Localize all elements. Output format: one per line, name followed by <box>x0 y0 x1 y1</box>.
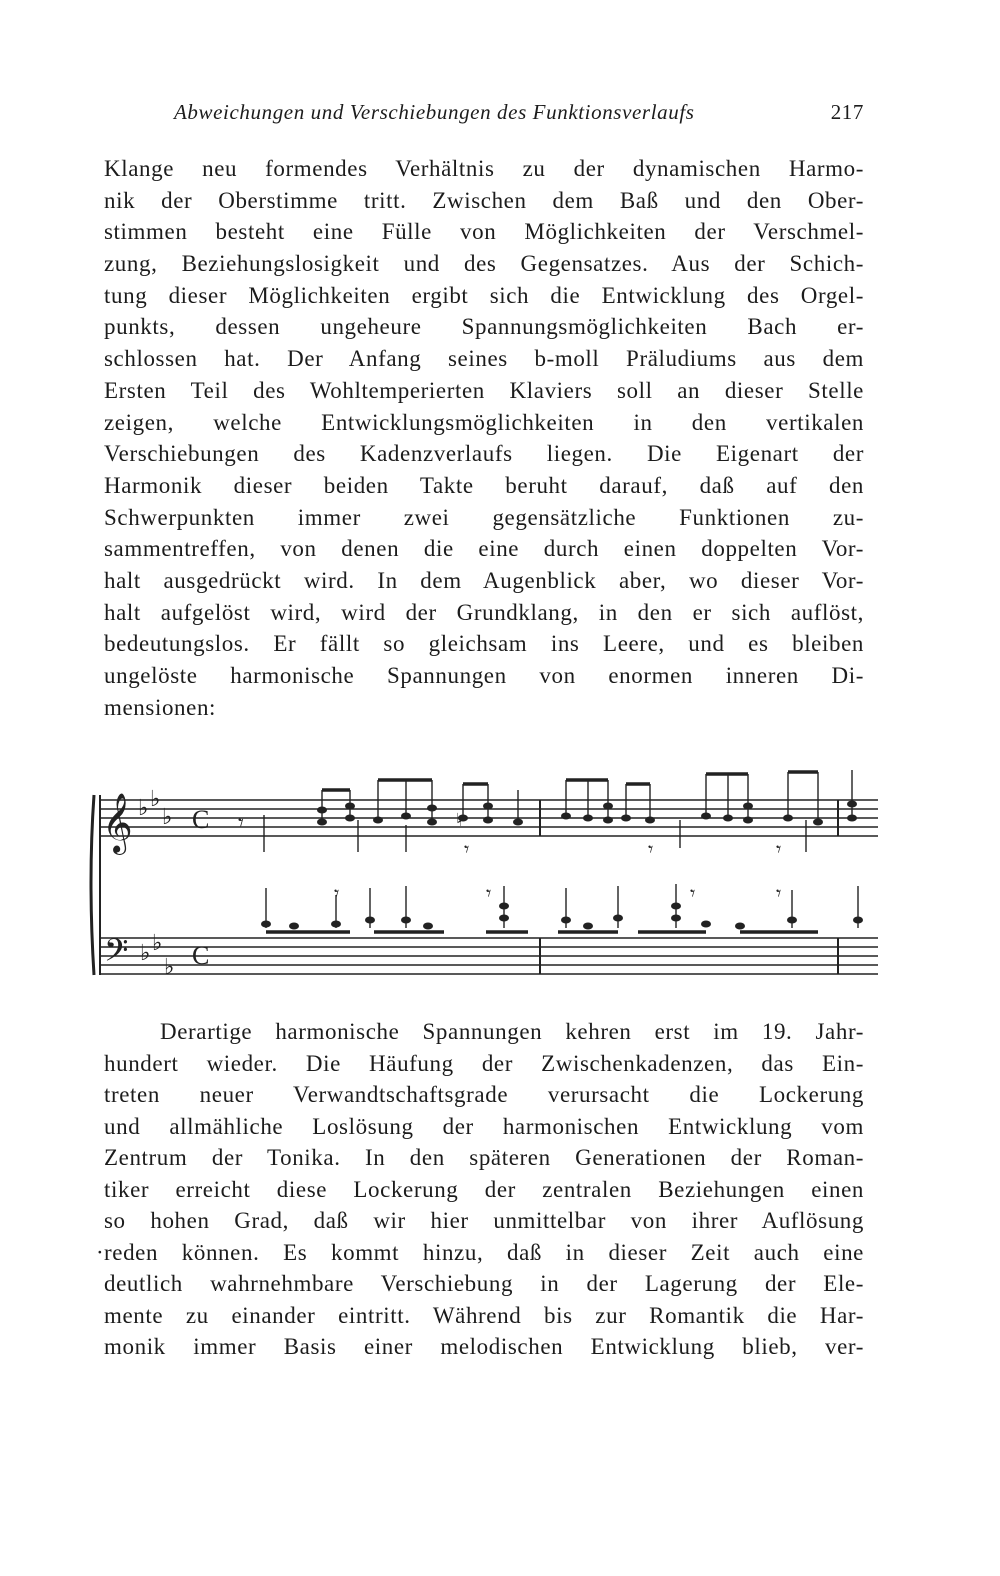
text-line: halt ausgedrückt wird. In dem Augenblick aber, wo dieser Vor- <box>104 567 864 593</box>
key-flat: ♭ <box>152 931 163 956</box>
text-line: und allmähliche Loslösung der harmonischen Entwicklung vom <box>104 1113 864 1139</box>
music-example <box>88 760 888 1000</box>
text-line: schlossen hat. Der Anfang seines b-moll Präludiums aus dem <box>104 346 864 372</box>
bass-staff <box>100 938 878 974</box>
text-line: Harmonik dieser beiden Takte beruht darauf, daß auf den <box>104 472 864 498</box>
page-number: 217 <box>830 100 864 124</box>
treble-clef: 𝄞 <box>102 793 133 853</box>
text-line: so hohen Grad, daß wir hier unmittelbar von ihrer Auflösung <box>104 1208 864 1233</box>
text-line <box>96 1237 864 1269</box>
stray-mark: · <box>96 1239 105 1265</box>
paragraph-1 <box>104 153 864 723</box>
paragraph-2 <box>96 1016 864 1363</box>
text-line: Ersten Teil des Wohltemperierten Klaviers soll an dieser Stelle <box>104 377 864 403</box>
running-title: Abweichungen und Verschiebungen des Funktionsverlaufs <box>174 100 695 124</box>
text-line: deutlich wahrnehmbare Verschiebung in der Lagerung der Ele- <box>104 1271 864 1296</box>
treble-beams <box>322 772 818 790</box>
rest: 𝄾 <box>776 837 782 861</box>
text-line: sammentreffen, von denen die eine durch einen doppelten Vor- <box>104 536 864 562</box>
key-flat: ♭ <box>162 805 173 830</box>
text-line: treten neuer Verwandtschaftsgrade verursacht die Lockerung <box>104 1082 864 1107</box>
text-line: tiker erreicht diese Lockerung der zentralen Beziehungen einen <box>104 1176 864 1202</box>
brace <box>91 795 94 975</box>
natural-sign: ♮ <box>456 810 463 831</box>
text-line: ungelöste harmonische Spannungen von enormen inneren Di- <box>104 663 864 688</box>
bass-clef: 𝄢 <box>104 932 129 976</box>
rest: 𝄾 <box>334 881 340 905</box>
text-line: Zentrum der Tonika. In den späteren Generationen der Roman- <box>104 1145 864 1170</box>
key-flat: ♭ <box>138 796 149 821</box>
rest: 𝄾 <box>690 881 696 905</box>
text-line: zung, Beziehungslosigkeit und des Gegensatzes. Aus der Schich- <box>104 251 864 277</box>
text-line: halt aufgelöst wird, wird der Grundklang, in den er sich auflöst, <box>104 599 864 625</box>
treble-noteheads <box>317 801 857 826</box>
rest: 𝄾 <box>464 837 470 861</box>
text-line-content: reden können. Es kommt hinzu, daß in dieser Zeit auch eine <box>104 1239 864 1265</box>
text-line: mensionen: <box>104 694 217 720</box>
time-signature: C <box>192 941 210 970</box>
text-line: zeigen, welche Entwicklungsmöglichkeiten in den vertikalen <box>104 409 864 435</box>
text-line: stimmen besteht eine Fülle von Möglichkeiten der Verschmel- <box>104 219 864 245</box>
key-flat: ♭ <box>140 941 151 966</box>
running-header <box>174 100 864 136</box>
text-line: Klange neu formendes Verhältnis zu der dynamischen Harmo- <box>104 156 864 181</box>
text-line: Schwerpunkten immer zwei gegensätzliche Funktionen zu- <box>104 504 864 530</box>
key-flat: ♭ <box>150 787 161 812</box>
rest: 𝄾 <box>648 837 654 861</box>
bass-noteheads <box>261 903 863 930</box>
key-flat: ♭ <box>164 955 175 980</box>
rest: 𝄾 <box>776 881 782 905</box>
text-line: nik der Oberstimme tritt. Zwischen dem Baß und den Ober- <box>104 187 864 213</box>
text-line: Derartige harmonische Spannungen kehren erst im 19. Jahr- <box>160 1019 864 1044</box>
text-line: mente zu einander eintritt. Während bis zur Romantik die Har- <box>104 1302 864 1328</box>
text-line: monik immer Basis einer melodischen Entwicklung blieb, ver- <box>104 1334 864 1359</box>
treble-stems <box>264 770 852 852</box>
rest: 𝄾 <box>238 811 244 836</box>
time-signature: C <box>192 805 210 834</box>
text-line: tung dieser Möglichkeiten ergibt sich die Entwicklung des Orgel- <box>104 282 864 308</box>
rest: 𝄾 <box>486 881 492 905</box>
text-line: Verschiebungen des Kadenzverlaufs liegen. Die Eigenart der <box>104 441 864 467</box>
text-line: hundert wieder. Die Häufung der Zwischenkadenzen, das Ein- <box>104 1050 864 1076</box>
text-line: punkts, dessen ungeheure Spannungsmöglichkeiten Bach er- <box>104 314 864 340</box>
text-line: bedeutungslos. Er fällt so gleichsam ins Leere, und es bleiben <box>104 631 864 657</box>
